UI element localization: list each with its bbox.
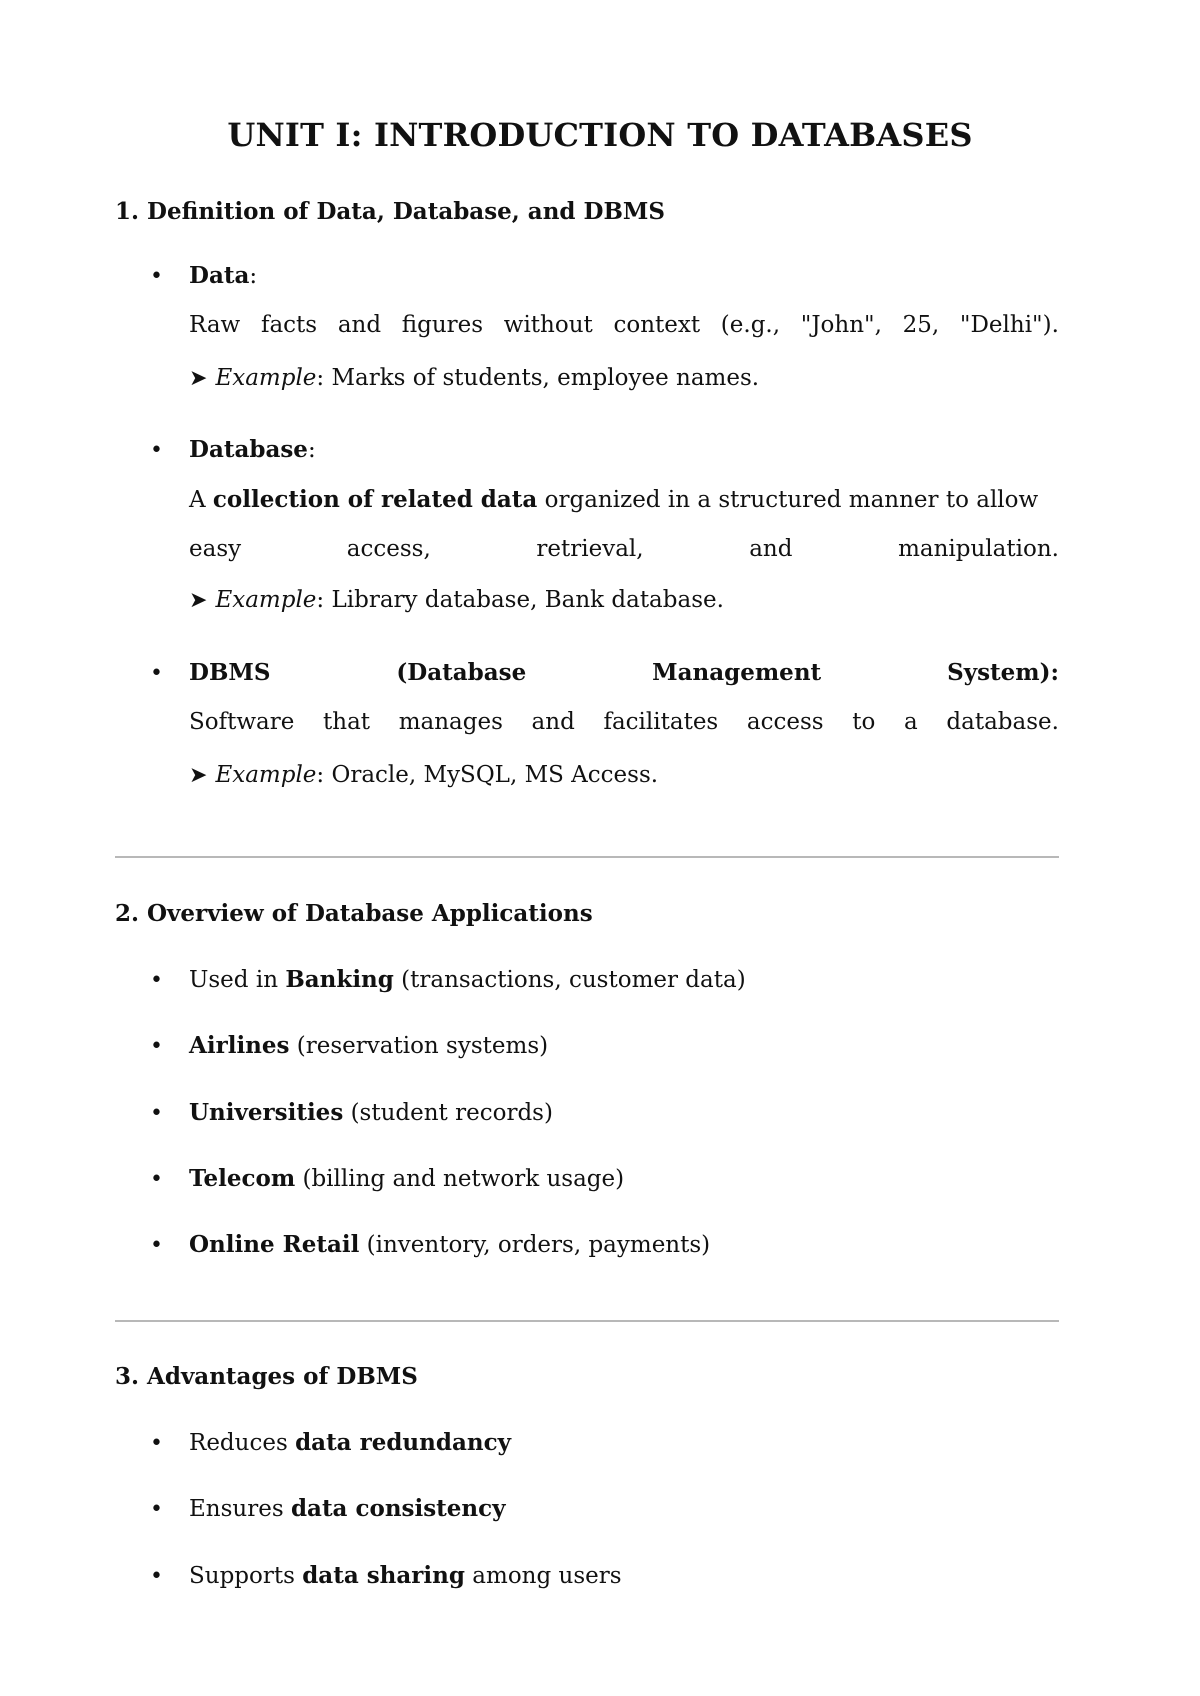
word: DBMS	[189, 659, 271, 686]
text: Used in	[189, 967, 286, 993]
example-text: : Library database, Bank database.	[316, 587, 724, 613]
example-text: : Oracle, MySQL, MS Access.	[316, 762, 659, 788]
bullet-icon: •	[150, 1034, 163, 1059]
section-divider	[115, 1320, 1059, 1322]
text: among users	[464, 1563, 622, 1589]
list-item	[189, 1562, 622, 1589]
dbms-definition	[189, 709, 1059, 735]
text: Reduces	[189, 1430, 296, 1456]
word: without	[503, 312, 593, 338]
word: Software	[189, 709, 295, 735]
term-database-label: Database	[189, 436, 308, 463]
bullet-icon: •	[150, 661, 163, 686]
word: retrieval,	[536, 536, 644, 562]
word: context	[613, 312, 701, 338]
term-dbms	[189, 659, 1059, 686]
bold-text: data redundancy	[295, 1429, 511, 1456]
text: (inventory, orders, payments)	[359, 1232, 711, 1258]
term-data-label: Data	[189, 262, 250, 289]
section-3-heading: 3. Advantages of DBMS	[115, 1363, 418, 1390]
section-2-heading: 2. Overview of Database Applications	[115, 900, 593, 927]
word: Raw	[189, 312, 241, 338]
data-example	[189, 365, 759, 391]
word: Management	[652, 659, 822, 686]
word: 25,	[902, 312, 940, 338]
term-data	[189, 262, 257, 289]
word: and	[531, 709, 575, 735]
word: manipulation.	[898, 536, 1059, 562]
word: facts	[260, 312, 318, 338]
bold-text: data consistency	[290, 1495, 506, 1522]
arrow-icon: ➤	[189, 366, 208, 391]
bullet-icon: •	[150, 1167, 163, 1192]
bullet-icon: •	[150, 1233, 163, 1258]
word: easy	[189, 536, 242, 562]
data-definition	[189, 312, 1059, 338]
example-label: Example	[215, 587, 317, 613]
arrow-icon: ➤	[189, 763, 208, 788]
bold-text: collection of related data	[212, 486, 538, 513]
database-definition-line-1	[189, 486, 1038, 513]
term-database-colon: :	[307, 437, 316, 463]
list-item	[189, 1231, 710, 1258]
text: (reservation systems)	[289, 1033, 549, 1059]
word: "Delhi").	[959, 312, 1059, 338]
bullet-icon: •	[150, 1431, 163, 1456]
dbms-example	[189, 762, 658, 788]
page-title: UNIT I: INTRODUCTION TO DATABASES	[227, 116, 973, 154]
bullet-icon: •	[150, 264, 163, 289]
text: (student records)	[343, 1100, 553, 1126]
word: and	[337, 312, 382, 338]
bold-text: data sharing	[302, 1562, 465, 1589]
word: to	[852, 709, 876, 735]
text: organized in a structured manner to allow	[537, 487, 1039, 513]
example-label: Example	[215, 762, 317, 788]
word: and	[749, 536, 793, 562]
word: access	[746, 709, 824, 735]
list-item	[189, 1495, 506, 1522]
bold-text: Telecom	[189, 1165, 296, 1192]
text: Supports	[189, 1563, 303, 1589]
bullet-icon: •	[150, 968, 163, 993]
arrow-icon: ➤	[189, 588, 208, 613]
word: "John",	[800, 312, 882, 338]
example-label: Example	[215, 365, 317, 391]
term-database	[189, 436, 316, 463]
section-1-heading: 1. Definition of Data, Database, and DBMS	[115, 198, 665, 225]
bullet-icon: •	[150, 1101, 163, 1126]
text: A	[189, 487, 213, 513]
bullet-icon: •	[150, 1497, 163, 1522]
word: figures	[401, 312, 484, 338]
word: facilitates	[603, 709, 719, 735]
bold-text: Online Retail	[189, 1231, 360, 1258]
list-item	[189, 1032, 548, 1059]
text: Ensures	[189, 1496, 291, 1522]
bold-text: Banking	[285, 966, 394, 993]
database-example	[189, 587, 724, 613]
word: database.	[946, 709, 1059, 735]
word: manages	[398, 709, 503, 735]
bold-text: Universities	[189, 1099, 344, 1126]
word: access,	[346, 536, 431, 562]
list-item	[189, 1099, 553, 1126]
database-definition-line-2	[189, 536, 1059, 562]
word: (Database	[396, 659, 527, 686]
text: (billing and network usage)	[295, 1166, 625, 1192]
section-divider	[115, 856, 1059, 858]
list-item	[189, 966, 746, 993]
word: (e.g.,	[720, 312, 781, 338]
word: a	[904, 709, 918, 735]
bullet-icon: •	[150, 438, 163, 463]
list-item	[189, 1429, 511, 1456]
term-data-colon: :	[249, 263, 258, 289]
word: that	[323, 709, 371, 735]
bold-text: Airlines	[189, 1032, 290, 1059]
bullet-icon: •	[150, 1564, 163, 1589]
word: System):	[947, 659, 1059, 686]
example-text: : Marks of students, employee names.	[316, 365, 760, 391]
text: (transactions, customer data)	[393, 967, 746, 993]
list-item	[189, 1165, 624, 1192]
